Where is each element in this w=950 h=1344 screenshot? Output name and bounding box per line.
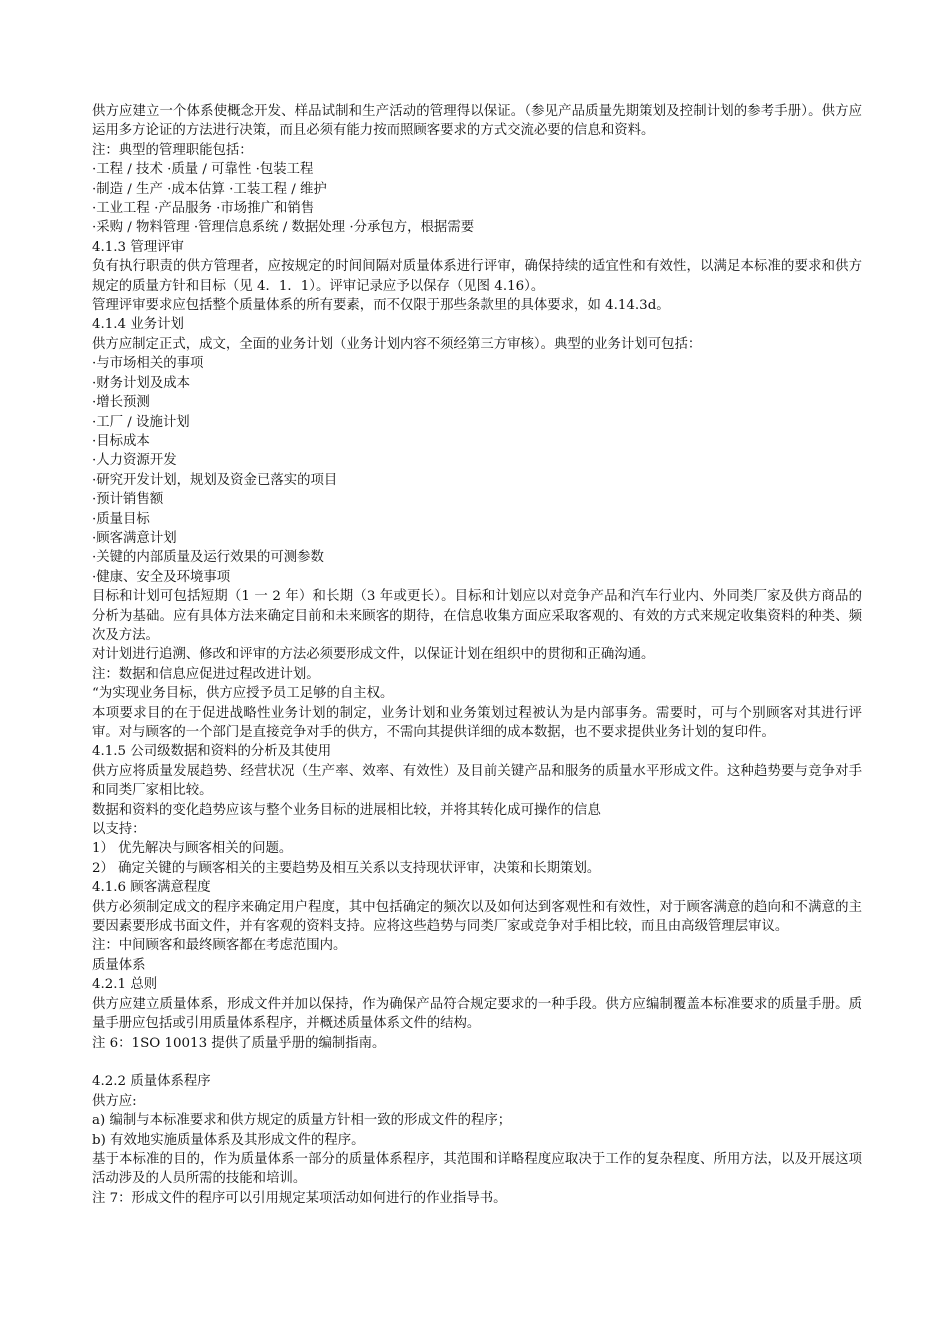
list-item: ·工厂 / 设施计划	[92, 414, 190, 430]
paragraph: 目标和计划可包括短期（1 一 2 年）和长期（3 年或更长）。目标和计划应以对竞争产品和汽车行业内、外同类厂家及供方商品的分析为基础。应有具体方法来确定目前和未来顾客的期待，在信息收集方面应采取客观的、有效的方式来规定收集资料的种类、频次及方法。	[92, 589, 862, 643]
list-item: ·增长预测	[92, 395, 150, 411]
paragraph: 供方应建立一个体系使概念开发、样品试制和生产活动的管理得以保证。（参见产品质量先期策划及控制计划的参考手册）。供方应运用多方论证的方法进行决策，而且必须有能力按而照顾客要求的方式交流必要的信息和资料。	[92, 104, 862, 139]
paragraph: 管理评审要求应包括整个质量体系的所有要素，而不仅限于那些条款里的具体要求，如 4.14.3d。	[92, 298, 670, 314]
list-item: 1） 优先解决与顾客相关的问题。	[92, 841, 293, 857]
list-item: ·工程 / 技术 ·质量 / 可靠性 ·包装工程	[92, 162, 314, 178]
note: 注：数据和信息应促进过程改进计划。	[92, 666, 320, 682]
section-heading: 4.2.2 质量体系程序	[92, 1074, 211, 1090]
list-item: ·研究开发计划，规划及资金已落实的项目	[92, 472, 338, 488]
paragraph: 供方应:	[92, 1093, 137, 1109]
paragraph: “为实现业务目标，供方应授予员工足够的自主权。	[92, 686, 394, 702]
section-heading: 4.1.4 业务计划	[92, 317, 184, 333]
list-item: 2） 确定关键的与顾客相关的主要趋势及相互关系以支持现状评审，决策和长期策划。	[92, 860, 601, 876]
paragraph: 供方应制定正式，成文，全面的业务计划（业务计划内容不须经第三方审核）。典型的业务计划可包括：	[92, 336, 702, 352]
section-heading: 4.1.3 管理评审	[92, 239, 184, 255]
list-item: ·质量目标	[92, 511, 150, 527]
paragraph: 对计划进行追溯、修改和评审的方法必须要形成文件，以保证计划在组织中的贯彻和正确沟通。	[92, 647, 655, 663]
list-item: a) 编制与本标准要求和供方规定的质量方针相一致的形成文件的程序；	[92, 1113, 512, 1129]
list-item: ·健康、安全及环境事项	[92, 569, 231, 585]
paragraph: 数据和资料的变化趋势应该与整个业务目标的进展相比较，并将其转化成可操作的信息	[92, 802, 601, 818]
note: 注：中间顾客和最终顾客都在考虑范围内。	[92, 938, 347, 954]
section-heading: 4.1.5 公司级数据和资料的分析及其使用	[92, 744, 332, 760]
note: 注 7：形成文件的程序可以引用规定某项活动如何进行的作业指导书。	[92, 1190, 507, 1206]
list-item: ·工业工程 ·产品服务 ·市场推广和销售	[92, 201, 315, 217]
list-item: ·人力资源开发	[92, 453, 177, 469]
list-item: ·预计销售额	[92, 492, 164, 508]
blank-line	[92, 1053, 862, 1072]
paragraph: 以支持：	[92, 822, 146, 838]
section-heading: 4.1.6 顾客满意程度	[92, 880, 211, 896]
list-item: ·目标成本	[92, 433, 150, 449]
list-item: b) 有效地实施质量体系及其形成文件的程序。	[92, 1132, 365, 1148]
document-body	[92, 102, 862, 1208]
paragraph: 供方必须制定成文的程序来确定用户程度，其中包括确定的频次以及如何达到客观性和有效性，对于顾客满意的趋向和不满意的主要因素要形成书面文件，并有客观的资料支持。应将这些趋势与同类厂家或竞争对手相比较，而且由高级管理层审议。	[92, 899, 862, 935]
note: 注：典型的管理职能包括：	[92, 142, 253, 158]
paragraph: 供方应建立质量体系，形成文件并加以保持，作为确保产品符合规定要求的一种手段。供方应编制覆盖本标准要求的质量手册。质量手册应包括或引用质量体系程序，并概述质量体系文件的结构。	[92, 996, 862, 1032]
note: 注 6：1SO 10013 提供了质量乎册的编制指南。	[92, 1035, 386, 1051]
paragraph: 负有执行职责的供方管理者，应按规定的时间间隔对质量体系进行评审，确保持续的适宜性和有效性，以满足本标准的要求和供方规定的质量方针和目标（见 4．1．1）。评审记录应予以保存（见图 4.16）。	[92, 259, 862, 294]
list-item: ·顾客满意计划	[92, 530, 177, 546]
list-item: ·与市场相关的事项	[92, 356, 204, 372]
list-item: ·制造 / 生产 ·成本估算 ·工装工程 / 维护	[92, 181, 327, 197]
paragraph: 供方应将质量发展趋势、经营状况（生产率、效率、有效性）及目前关键产品和服务的质量水平形成文件。这种趋势要与竞争对手和同类厂家相比较。	[92, 763, 862, 799]
paragraph: 基于本标准的目的，作为质量体系一部分的质量体系程序，其范围和详略程度应取决于工作的复杂程度、所用方法，以及开展这项活动涉及的人员所需的技能和培训。	[92, 1151, 862, 1187]
paragraph: 本项要求目的在于促进战略性业务计划的制定，业务计划和业务策划过程被认为是内部事务。需要时，可与个别顾客对其进行评审。对与顾客的一个部门是直接竞争对手的供方，不需向其提供详细的成本数据，也不要求提供业务计划的复印件。	[92, 705, 862, 740]
section-heading: 4.2.1 总则	[92, 977, 158, 993]
list-item: ·采购 / 物料管理 ·管理信息系统 / 数据处理 ·分承包方，根据需要	[92, 220, 475, 236]
list-item: ·财务计划及成本	[92, 375, 190, 391]
section-heading: 质量体系	[92, 957, 146, 973]
list-item: ·关键的内部质量及运行效果的可测参数	[92, 550, 324, 566]
